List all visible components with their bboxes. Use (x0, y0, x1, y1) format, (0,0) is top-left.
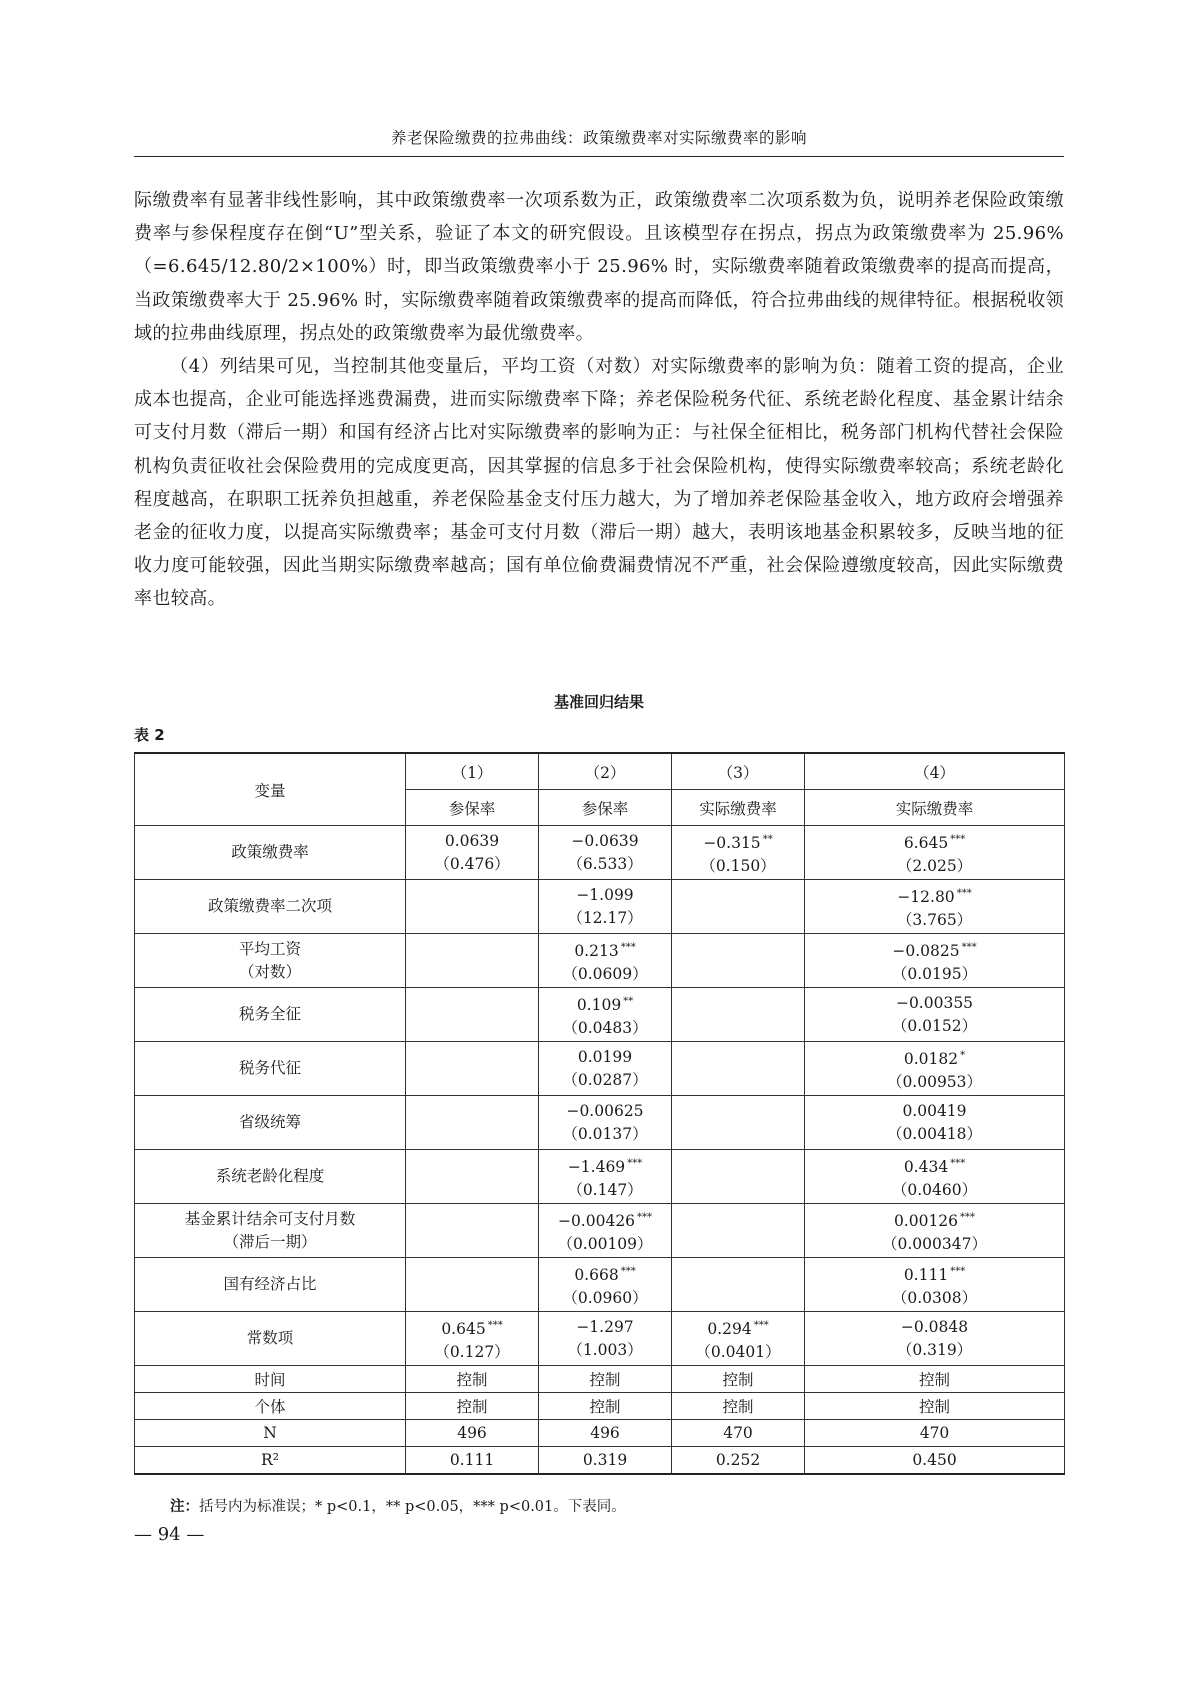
coefficient-line (672, 828, 804, 855)
control-row (135, 1447, 1065, 1475)
coefficient: −12.80 (897, 887, 955, 906)
estimate-cell (672, 1204, 805, 1258)
standard-error: （0.00418） (886, 1124, 983, 1143)
control-value: 控制 (805, 1366, 1065, 1393)
coefficient-line (672, 1314, 804, 1341)
estimate-cell (805, 988, 1065, 1042)
coefficient-line (539, 1152, 671, 1179)
variable-name-line: （滞后一期） (223, 1232, 317, 1251)
control-name: N (135, 1420, 406, 1447)
significance-stars: ** (762, 833, 773, 845)
coefficient-line (805, 1044, 1064, 1071)
coefficient: 0.0639 (444, 831, 500, 850)
coefficient: 0.645 (441, 1319, 486, 1338)
coefficient-line (539, 830, 671, 853)
coefficient-line (406, 1314, 538, 1341)
significance-stars: *** (487, 1319, 503, 1331)
coefficient: −1.297 (576, 1317, 634, 1336)
column-number: （3） (672, 753, 805, 790)
control-value: 控制 (539, 1366, 672, 1393)
table-row (135, 1150, 1065, 1204)
estimate-cell (805, 1042, 1065, 1096)
dependent-variable: 实际缴费率 (672, 790, 805, 826)
standard-error: （0.0960） (562, 1288, 648, 1307)
coefficient: 0.0199 (577, 1047, 633, 1066)
estimate-cell (805, 1258, 1065, 1312)
estimate-cell (672, 988, 805, 1042)
control-value: 470 (805, 1420, 1065, 1447)
table-row (135, 1204, 1065, 1258)
standard-error: （0.0308） (891, 1288, 978, 1307)
coefficient-line (539, 1100, 671, 1123)
table-row (135, 826, 1065, 880)
standard-error: （0.150） (700, 856, 776, 875)
estimate-cell (805, 1096, 1065, 1150)
coefficient: 6.645 (903, 833, 949, 852)
variable-name (135, 1042, 406, 1096)
estimate-cell (539, 1042, 672, 1096)
estimate-cell (539, 1258, 672, 1312)
control-value: 0.319 (539, 1447, 672, 1475)
coefficient: 0.00126 (893, 1211, 959, 1230)
control-value: 0.450 (805, 1447, 1065, 1475)
coefficient: −0.315 (703, 833, 761, 852)
control-value: 470 (672, 1420, 805, 1447)
coefficient: 0.213 (574, 941, 619, 960)
estimate-cell (672, 1258, 805, 1312)
estimate-cell (539, 1204, 672, 1258)
coefficient-line (539, 1206, 671, 1233)
coefficient-line (539, 990, 671, 1017)
variable-name-line: （对数） (238, 962, 301, 981)
control-row (135, 1366, 1065, 1393)
dependent-variable: 参保率 (539, 790, 672, 826)
significance-stars: *** (627, 1157, 643, 1169)
standard-error: （3.765） (896, 910, 973, 929)
estimate-cell (672, 1312, 805, 1366)
standard-error: （0.476） (434, 854, 510, 873)
control-name: 个体 (135, 1393, 406, 1420)
coefficient: −0.00426 (557, 1211, 636, 1230)
standard-error: （0.0483） (562, 1018, 648, 1037)
variable-name-line: 政策缴费率 (231, 843, 309, 861)
estimate-cell (539, 934, 672, 988)
estimate-cell (805, 826, 1065, 880)
variable-name-line: 税务全征 (238, 1005, 301, 1023)
control-value: 0.111 (406, 1447, 539, 1475)
table-row (135, 1312, 1065, 1366)
estimate-cell (406, 1258, 539, 1312)
coefficient: −0.0848 (900, 1317, 969, 1336)
coefficient-line (406, 830, 538, 853)
significance-stars: *** (956, 887, 972, 899)
control-value: 控制 (672, 1366, 805, 1393)
table-title: 基准回归结果 (553, 693, 644, 711)
variable-name (135, 1204, 406, 1258)
coefficient-line (539, 884, 671, 907)
significance-stars: *** (950, 1265, 966, 1277)
standard-error: （0.0152） (891, 1016, 978, 1035)
standard-error: （0.00953） (886, 1072, 983, 1091)
variable-name-line: 政策缴费率二次项 (207, 897, 332, 915)
control-value: 控制 (539, 1393, 672, 1420)
control-name: 时间 (135, 1366, 406, 1393)
column-number: （4） (805, 753, 1065, 790)
body-text (134, 184, 1064, 616)
control-value: 控制 (406, 1393, 539, 1420)
column-number: （2） (539, 753, 672, 790)
coefficient-line (805, 992, 1064, 1015)
variable-name-line: 系统老龄化程度 (215, 1167, 325, 1185)
control-value: 496 (539, 1420, 672, 1447)
significance-stars: *** (620, 1265, 636, 1277)
control-value: 0.252 (672, 1447, 805, 1475)
standard-error: （0.319） (896, 1340, 973, 1359)
coefficient-line (805, 828, 1064, 855)
coefficient-line (539, 1046, 671, 1069)
coefficient: −0.00625 (566, 1101, 644, 1120)
standard-error: （0.0137） (562, 1124, 648, 1143)
paragraph-2: （4）列结果可见，当控制其他变量后，平均工资（对数）对实际缴费率的影响为负：随着工资的提高，企业成本也提高，企业可能选择逃费漏费，进而实际缴费率下降；养老保险税务代征、系统老龄化程度、基金累计结余可支付月数（滞后一期）和国有经济占比对实际缴费率的影响为正：与社保全征相比，税务部门机构代替社会保险机构负责征收社会保险费用的完成度更高，因其掌握的信息多于社会保险机构，使得实际缴费率较高；系统老龄化程度越高，在职职工抚养负担越重，养老保险基金支付压力越大，为了增加养老保险基金收入，地方政府会增强养老金的征收力度，以提高实际缴费率；基金可支付月数（滞后一期）越大，表明该地基金积累较多，反映当地的征收力度可能较强，因此当期实际缴费率越高；国有单位偷费漏费情况不严重，社会保险遵缴度较高，因此实际缴费率也较高。 (134, 356, 1064, 610)
estimate-cell (406, 1204, 539, 1258)
control-value: 控制 (406, 1366, 539, 1393)
variable-name (135, 1150, 406, 1204)
estimate-cell (539, 826, 672, 880)
regression-table (134, 752, 1065, 1475)
control-name: R² (135, 1447, 406, 1475)
coefficient-line (805, 1316, 1064, 1339)
estimate-cell (805, 1150, 1065, 1204)
standard-error: （0.000347） (882, 1234, 987, 1253)
estimate-cell (539, 988, 672, 1042)
estimate-cell (539, 880, 672, 934)
estimate-cell (406, 1042, 539, 1096)
coefficient-line (539, 1260, 671, 1287)
standard-error: （12.17） (567, 908, 643, 927)
running-head: 养老保险缴费的拉弗曲线：政策缴费率对实际缴费率的影响 (390, 129, 807, 147)
estimate-cell (406, 880, 539, 934)
dependent-variable: 参保率 (406, 790, 539, 826)
header-row-numbers (135, 753, 1065, 790)
estimate-cell (805, 880, 1065, 934)
control-row (135, 1393, 1065, 1420)
control-value: 控制 (805, 1393, 1065, 1420)
standard-error: （6.533） (567, 854, 643, 873)
coefficient-line (805, 1260, 1064, 1287)
table-row (135, 1042, 1065, 1096)
page-number: — 94 — (134, 1524, 205, 1545)
control-row (135, 1420, 1065, 1447)
header-rule (134, 156, 1064, 157)
variable-name (135, 1096, 406, 1150)
coefficient: −1.099 (576, 885, 634, 904)
table-row (135, 1258, 1065, 1312)
estimate-cell (672, 1042, 805, 1096)
standard-error: （0.127） (434, 1342, 510, 1361)
coefficient-line (805, 882, 1064, 909)
estimate-cell (672, 826, 805, 880)
paragraph-1: 际缴费率有显著非线性影响，其中政策缴费率一次项系数为正，政策缴费率二次项系数为负，说明养老保险政策缴费率与参保程度存在倒“U”型关系，验证了本文的研究假设。且该模型存在拐点，拐点为政策缴费率为 25.96%（=6.645/12.80/2×100%）时，即当政策缴费率小于 25.96% 时，实际缴费率随着政策缴费率的提高而提高，当政策缴费率大于 25.96% 时，实际缴费率随着政策缴费率的提高而降低，符合拉弗曲线的规律特征。根据税收领域的拉弗曲线原理，拐点处的政策缴费率为最优缴费率。 (134, 190, 1064, 344)
standard-error: （0.0609） (562, 964, 648, 983)
estimate-cell (539, 1150, 672, 1204)
note-label: 注： (170, 1499, 199, 1515)
coefficient-line (805, 936, 1064, 963)
significance-stars: *** (950, 1157, 966, 1169)
estimate-cell (805, 1204, 1065, 1258)
table-row (135, 988, 1065, 1042)
estimate-cell (406, 1150, 539, 1204)
estimate-cell (406, 988, 539, 1042)
standard-error: （2.025） (896, 856, 973, 875)
coefficient: 0.294 (707, 1319, 752, 1338)
standard-error: （0.0401） (695, 1342, 781, 1361)
column-number: （1） (406, 753, 539, 790)
variable-name-line: 常数项 (246, 1329, 294, 1347)
variable-name (135, 1258, 406, 1312)
standard-error: （0.00109） (557, 1234, 653, 1253)
coefficient: 0.0182 (903, 1049, 959, 1068)
table-label: 表 2 (134, 726, 165, 744)
standard-error: （0.0195） (891, 964, 978, 983)
coefficient-line (805, 1100, 1064, 1123)
coefficient-line (805, 1152, 1064, 1179)
significance-stars: * (960, 1049, 966, 1061)
variable-name-line: 基金累计结余可支付月数 (184, 1209, 356, 1228)
variable-name-line: 平均工资 (238, 939, 301, 958)
estimate-cell (805, 1312, 1065, 1366)
variable-name (135, 988, 406, 1042)
coefficient-line (539, 936, 671, 963)
table-note (170, 1495, 626, 1516)
significance-stars: *** (620, 941, 636, 953)
estimate-cell (539, 1312, 672, 1366)
coefficient: 0.00419 (902, 1101, 967, 1120)
standard-error: （0.147） (567, 1180, 643, 1199)
standard-error: （1.003） (567, 1340, 643, 1359)
estimate-cell (539, 1096, 672, 1150)
coefficient: 0.668 (574, 1265, 619, 1284)
table-row (135, 934, 1065, 988)
variable-name (135, 880, 406, 934)
variable-name (135, 826, 406, 880)
variable-name (135, 1312, 406, 1366)
significance-stars: *** (753, 1319, 769, 1331)
estimate-cell (406, 934, 539, 988)
coefficient: −0.0639 (571, 831, 639, 850)
variable-header: 变量 (135, 753, 406, 826)
estimate-cell (805, 934, 1065, 988)
estimate-cell (672, 1150, 805, 1204)
coefficient: −0.00355 (895, 993, 974, 1012)
coefficient-line (805, 1206, 1064, 1233)
variable-name-line: 税务代征 (238, 1059, 301, 1077)
estimate-cell (406, 826, 539, 880)
table-row (135, 1096, 1065, 1150)
standard-error: （0.0287） (562, 1070, 648, 1089)
significance-stars: ** (623, 995, 634, 1007)
significance-stars: *** (950, 833, 966, 845)
estimate-cell (406, 1096, 539, 1150)
variable-name-line: 国有经济占比 (223, 1275, 317, 1293)
estimate-cell (406, 1312, 539, 1366)
control-value: 控制 (672, 1393, 805, 1420)
significance-stars: *** (637, 1211, 653, 1223)
estimate-cell (672, 934, 805, 988)
note-text: 括号内为标准误；* p<0.1，** p<0.05，*** p<0.01。下表同。 (199, 1499, 626, 1515)
dependent-variable: 实际缴费率 (805, 790, 1065, 826)
estimate-cell (672, 880, 805, 934)
variable-name (135, 934, 406, 988)
coefficient: −0.0825 (892, 941, 960, 960)
coefficient-line (539, 1316, 671, 1339)
coefficient: 0.434 (903, 1157, 949, 1176)
control-value: 496 (406, 1420, 539, 1447)
standard-error: （0.0460） (891, 1180, 978, 1199)
significance-stars: *** (960, 1211, 976, 1223)
coefficient: 0.109 (576, 995, 622, 1014)
significance-stars: *** (961, 941, 977, 953)
variable-name-line: 省级统筹 (238, 1113, 301, 1131)
estimate-cell (672, 1096, 805, 1150)
table-row (135, 880, 1065, 934)
coefficient: 0.111 (903, 1265, 949, 1284)
coefficient: −1.469 (567, 1157, 626, 1176)
